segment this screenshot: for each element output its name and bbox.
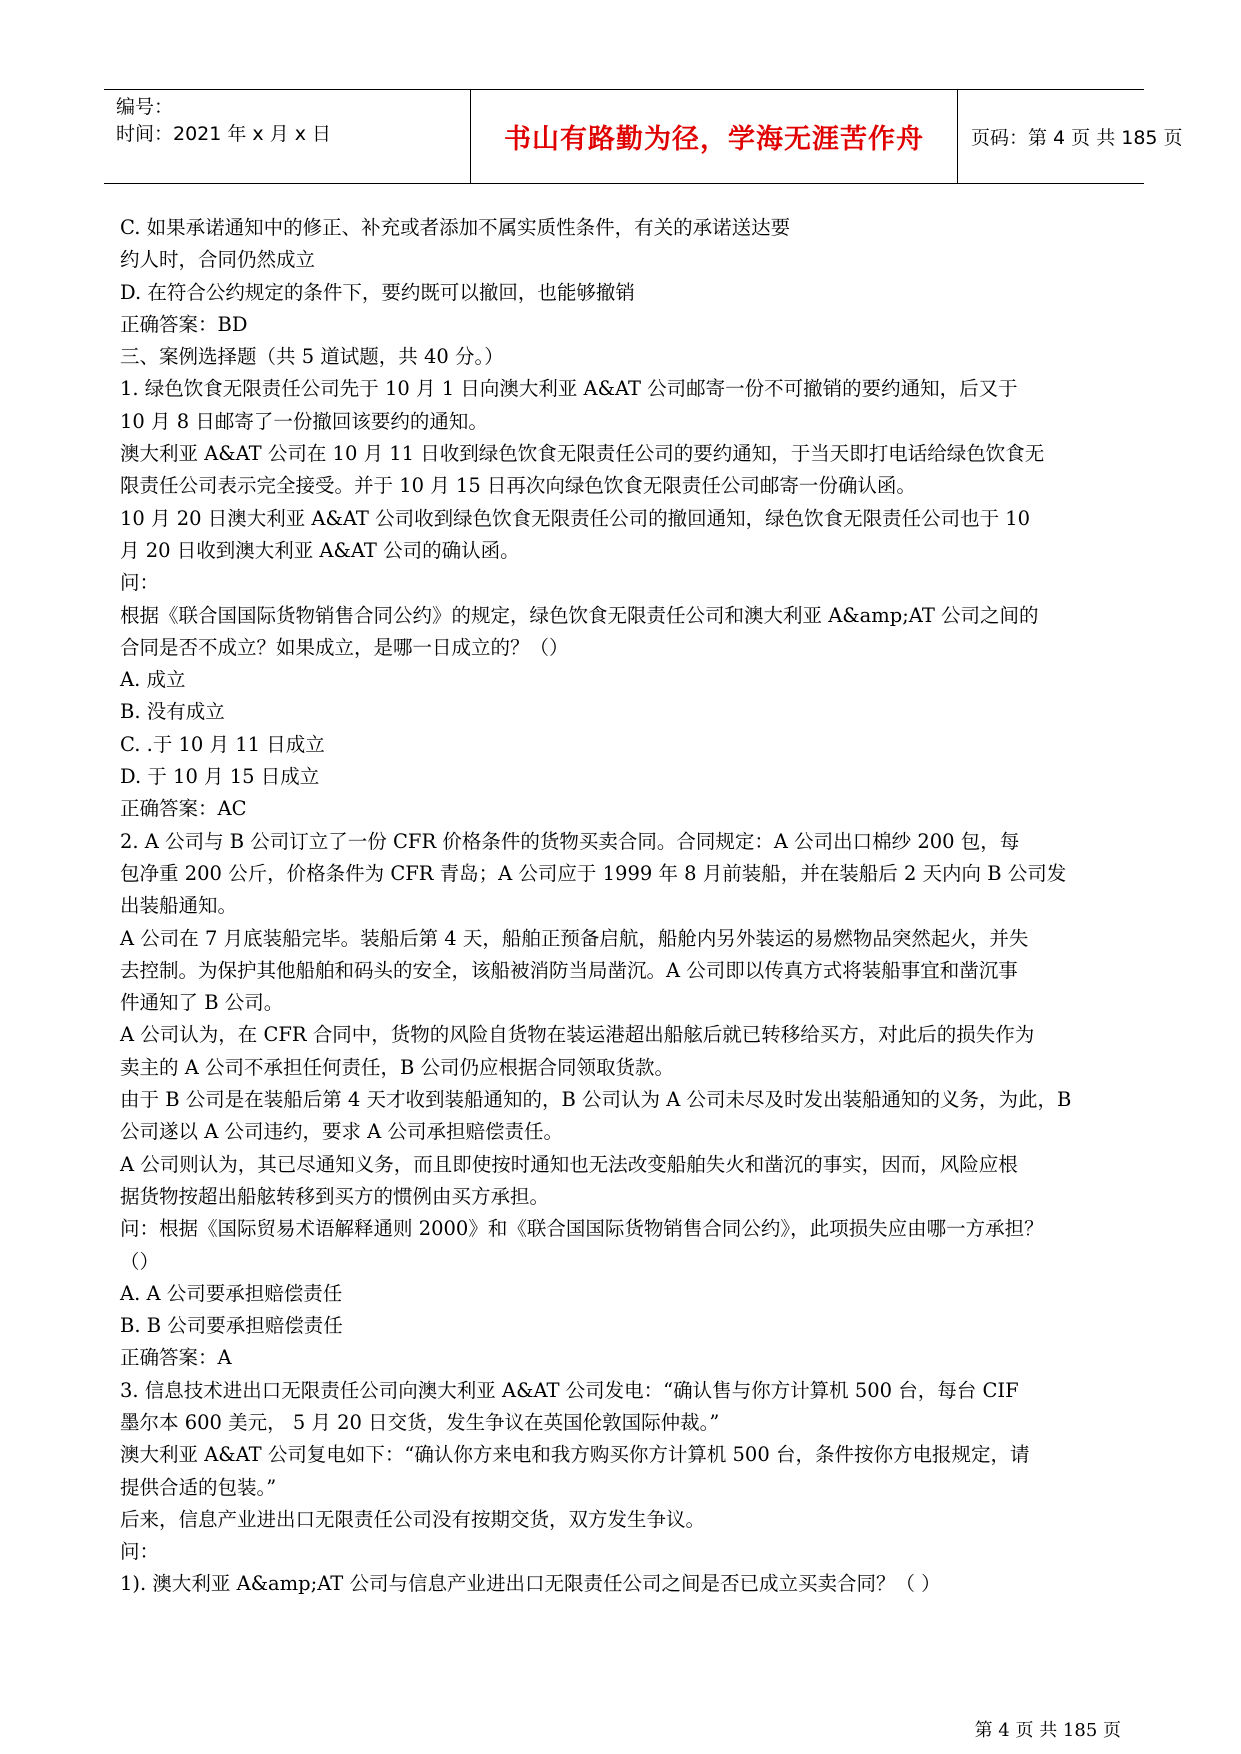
text-line: 澳大利亚 A&AT 公司复电如下：“确认你方来电和我方购买你方计算机 500 台，条件按你方电报规定，请 <box>120 1443 1030 1467</box>
text-line: 1. 绿色饮食无限责任公司先于 10 月 1 日向澳大利亚 A&AT 公司邮寄一份不可撤销的要约通知，后又于 <box>120 377 1018 401</box>
text-line: A. 成立 <box>120 668 186 692</box>
text-line: 澳大利亚 A&AT 公司在 10 月 11 日收到绿色饮食无限责任公司的要约通知，于当天即打电话给绿色饮食无 <box>120 442 1045 466</box>
text-line: 10 月 8 日邮寄了一份撤回该要约的通知。 <box>120 409 488 433</box>
text-line: （） <box>120 1249 160 1273</box>
text-line: 据货物按超出船舷转移到买方的惯例由买方承担。 <box>120 1184 550 1208</box>
text-line: 件通知了 B 公司。 <box>120 991 284 1015</box>
text-line: 正确答案：AC <box>120 797 247 821</box>
text-line: 2. A 公司与 B 公司订立了一份 CFR 价格条件的货物买卖合同。合同规定：A 公司出口棉纱 200 包，每 <box>120 829 1020 853</box>
text-line: 正确答案：BD <box>120 312 248 336</box>
text-line: 墨尔本 600 美元， 5 月 20 日交货，发生争议在英国伦敦国际仲裁。” <box>120 1410 720 1434</box>
header-meta <box>116 90 471 183</box>
text-line: B. B 公司要承担赔偿责任 <box>120 1314 343 1338</box>
text-line: 根据《联合国国际货物销售合同公约》的规定，绿色饮食无限责任公司和澳大利亚 A&amp;AT 公司之间的 <box>120 603 1039 627</box>
text-line: 10 月 20 日澳大利亚 A&AT 公司收到绿色饮食无限责任公司的撤回通知，绿色饮食无限责任公司也于 10 <box>120 506 1031 530</box>
document-number-label: 编号： <box>116 96 174 118</box>
header-motto: 书山有路勤为径，学海无涯苦作舟 <box>470 90 958 183</box>
text-line: 卖主的 A 公司不承担任何责任，B 公司仍应根据合同领取货款。 <box>120 1055 675 1079</box>
page-footer: 第 4 页 共 185 页 <box>974 1720 1121 1741</box>
text-line: 出装船通知。 <box>120 894 238 918</box>
text-line: C. .于 10 月 11 日成立 <box>120 732 325 756</box>
header-page-number: 页码：第 4 页 共 185 页 <box>971 127 1183 149</box>
text-line: 月 20 日收到澳大利亚 A&AT 公司的确认函。 <box>120 538 520 562</box>
text-line: 三、案例选择题（共 5 道试题，共 40 分。） <box>120 345 504 369</box>
page-header <box>104 89 1183 184</box>
document-time-label: 时间：2021 年 x 月 x 日 <box>116 123 332 145</box>
text-line: A 公司认为，在 CFR 合同中，货物的风险自货物在装运港超出船舷后就已转移给买方，对此后的损失作为 <box>120 1023 1035 1047</box>
text-line: 由于 B 公司是在装船后第 4 天才收到装船通知的，B 公司认为 A 公司未尽及时发出装船通知的义务，为此，B <box>120 1088 1072 1112</box>
text-line: 正确答案：A <box>120 1346 232 1370</box>
document-body <box>120 212 1125 1601</box>
text-line: A. A 公司要承担赔偿责任 <box>120 1281 343 1305</box>
text-line: B. 没有成立 <box>120 700 225 724</box>
text-line: 问： <box>120 571 160 595</box>
text-line: 问： <box>120 1540 160 1564</box>
text-line: 包净重 200 公斤，价格条件为 CFR 青岛；A 公司应于 1999 年 8 月前装船，并在装船后 2 天内向 B 公司发 <box>120 861 1067 885</box>
text-line: 去控制。为保护其他船舶和码头的安全，该船被消防当局凿沉。A 公司即以传真方式将装船事宜和凿沉事 <box>120 958 1018 982</box>
text-line: D. 在符合公约规定的条件下，要约既可以撤回，也能够撤销 <box>120 280 635 304</box>
text-line: 合同是否不成立？如果成立，是哪一日成立的？（） <box>120 635 569 659</box>
text-line: 提供合适的包装。” <box>120 1475 277 1499</box>
text-line: 后来，信息产业进出口无限责任公司没有按期交货，双方发生争议。 <box>120 1507 706 1531</box>
text-line: D. 于 10 月 15 日成立 <box>120 765 320 789</box>
text-line: 公司遂以 A 公司违约，要求 A 公司承担赔偿责任。 <box>120 1120 563 1144</box>
text-line: 限责任公司表示完全接受。并于 10 月 15 日再次向绿色饮食无限责任公司邮寄一份确认函。 <box>120 474 916 498</box>
text-line: 3. 信息技术进出口无限责任公司向澳大利亚 A&AT 公司发电：“确认售与你方计算机 500 台，每台 CIF <box>120 1378 1019 1402</box>
text-line: A 公司则认为，其已尽通知义务，而且即使按时通知也无法改变船舶失火和凿沉的事实，因而，风险应根 <box>120 1152 1018 1176</box>
text-line: 约人时，合同仍然成立 <box>120 248 316 272</box>
text-line: 问：根据《国际贸易术语解释通则 2000》和《联合国国际货物销售合同公约》，此项损失应由哪一方承担？ <box>120 1217 1044 1241</box>
text-line: C. 如果承诺通知中的修正、补充或者添加不属实质性条件，有关的承诺送达要 <box>120 216 791 239</box>
text-line: 1). 澳大利亚 A&amp;AT 公司与信息产业进出口无限责任公司之间是否已成立买卖合同？（ ） <box>120 1572 941 1596</box>
text-line: A 公司在 7 月底装船完毕。装船后第 4 天，船舶正预备启航，船舱内另外装运的易燃物品突然起火，并失 <box>120 926 1029 950</box>
